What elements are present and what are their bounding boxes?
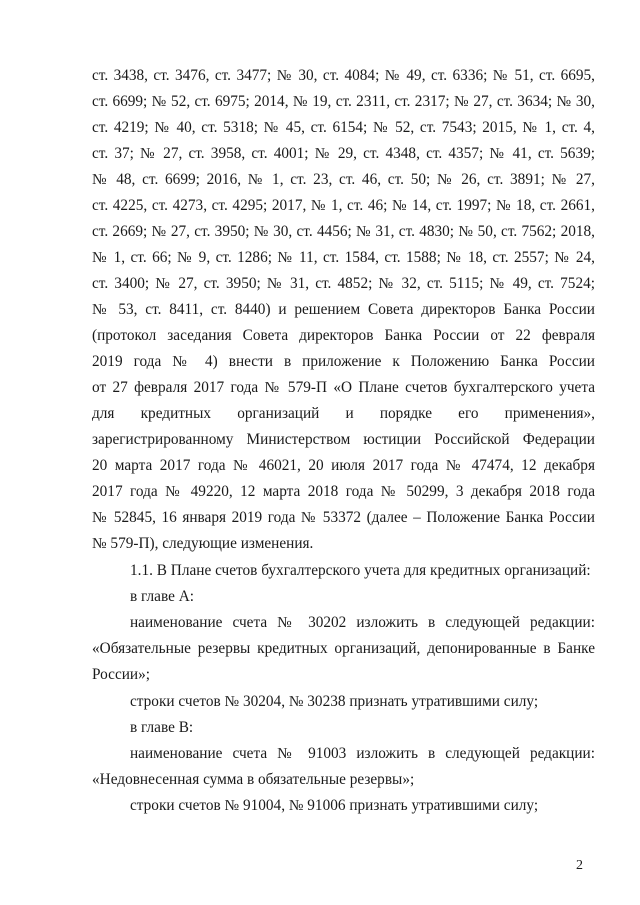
text-line: 20 марта 2017 года № 46021, 20 июля 2017 года № 47474, 12 декабря [92, 457, 595, 474]
text-line: № 48, ст. 6699; 2016, № 1, ст. 23, ст. 46, ст. 50; № 26, ст. 3891; № 27, [92, 171, 595, 188]
text-line: (протокол заседания Совета директоров Банка России от 22 февраля [92, 327, 595, 344]
text-line: «Недовнесенная сумма в обязательные резервы»; [92, 771, 415, 788]
text-line: ст. 2669; № 27, ст. 3950; № 30, ст. 4456; № 31, ст. 4830; № 50, ст. 7562; 2018, [92, 223, 595, 240]
text-line: 2019 года № 4) внести в приложение к Положению Банка России [92, 353, 595, 370]
text-line: ст. 3438, ст. 3476, ст. 3477; № 30, ст. 4084; № 49, ст. 6336; № 51, ст. 6695, [92, 67, 595, 84]
text-line: № 52845, 16 января 2019 года № 53372 (далее – Положение Банка России [92, 509, 595, 526]
text-line: для кредитных организаций и порядке его применения», [92, 405, 595, 422]
text-line: строки счетов № 91004, № 91006 признать утратившими силу; [130, 797, 539, 814]
text-line: № 579-П), следующие изменения. [92, 535, 314, 552]
page-number: 2 [576, 858, 583, 873]
text-line: ст. 4219; № 40, ст. 5318; № 45, ст. 6154; № 52, ст. 7543; 2015, № 1, ст. 4, [92, 119, 595, 136]
text-line: зарегистрированному Министерством юстиции Российской Федерации [92, 431, 595, 448]
text-line: России»; [92, 666, 151, 683]
text-line: ст. 4225, ст. 4273, ст. 4295; 2017, № 1, ст. 46; № 14, ст. 1997; № 18, ст. 2661, [92, 197, 595, 214]
text-line: наименование счета № 30202 изложить в следующей редакции: [130, 614, 595, 631]
text-line: «Обязательные резервы кредитных организаций, депонированные в Банке [92, 640, 595, 657]
text-line: строки счетов № 30204, № 30238 признать утратившими силу; [130, 693, 539, 710]
text-line: в главе В: [130, 719, 194, 736]
text-line: от 27 февраля 2017 года № 579-П «О Плане счетов бухгалтерского учета [92, 379, 595, 396]
text-line: в главе А: [130, 588, 195, 605]
text-line: № 53, ст. 8411, ст. 8440) и решением Совета директоров Банка России [92, 301, 595, 318]
text-line: наименование счета № 91003 изложить в следующей редакции: [130, 745, 595, 762]
text-line: № 1, ст. 66; № 9, ст. 1286; № 11, ст. 1584, ст. 1588; № 18, ст. 2557; № 24, [92, 249, 595, 266]
text-line: ст. 3400; № 27, ст. 3950; № 31, ст. 4852; № 32, ст. 5115; № 49, ст. 7524; [92, 275, 595, 292]
section-heading: 1.1. В Плане счетов бухгалтерского учета для кредитных организаций: [130, 562, 591, 579]
text-line: ст. 37; № 27, ст. 3958, ст. 4001; № 29, ст. 4348, ст. 4357; № 41, ст. 5639; [92, 145, 595, 162]
text-line: 2017 года № 49220, 12 марта 2018 года № 50299, 3 декабря 2018 года [92, 483, 595, 500]
text-line: ст. 6699; № 52, ст. 6975; 2014, № 19, ст. 2311, ст. 2317; № 27, ст. 3634; № 30, [92, 93, 595, 110]
